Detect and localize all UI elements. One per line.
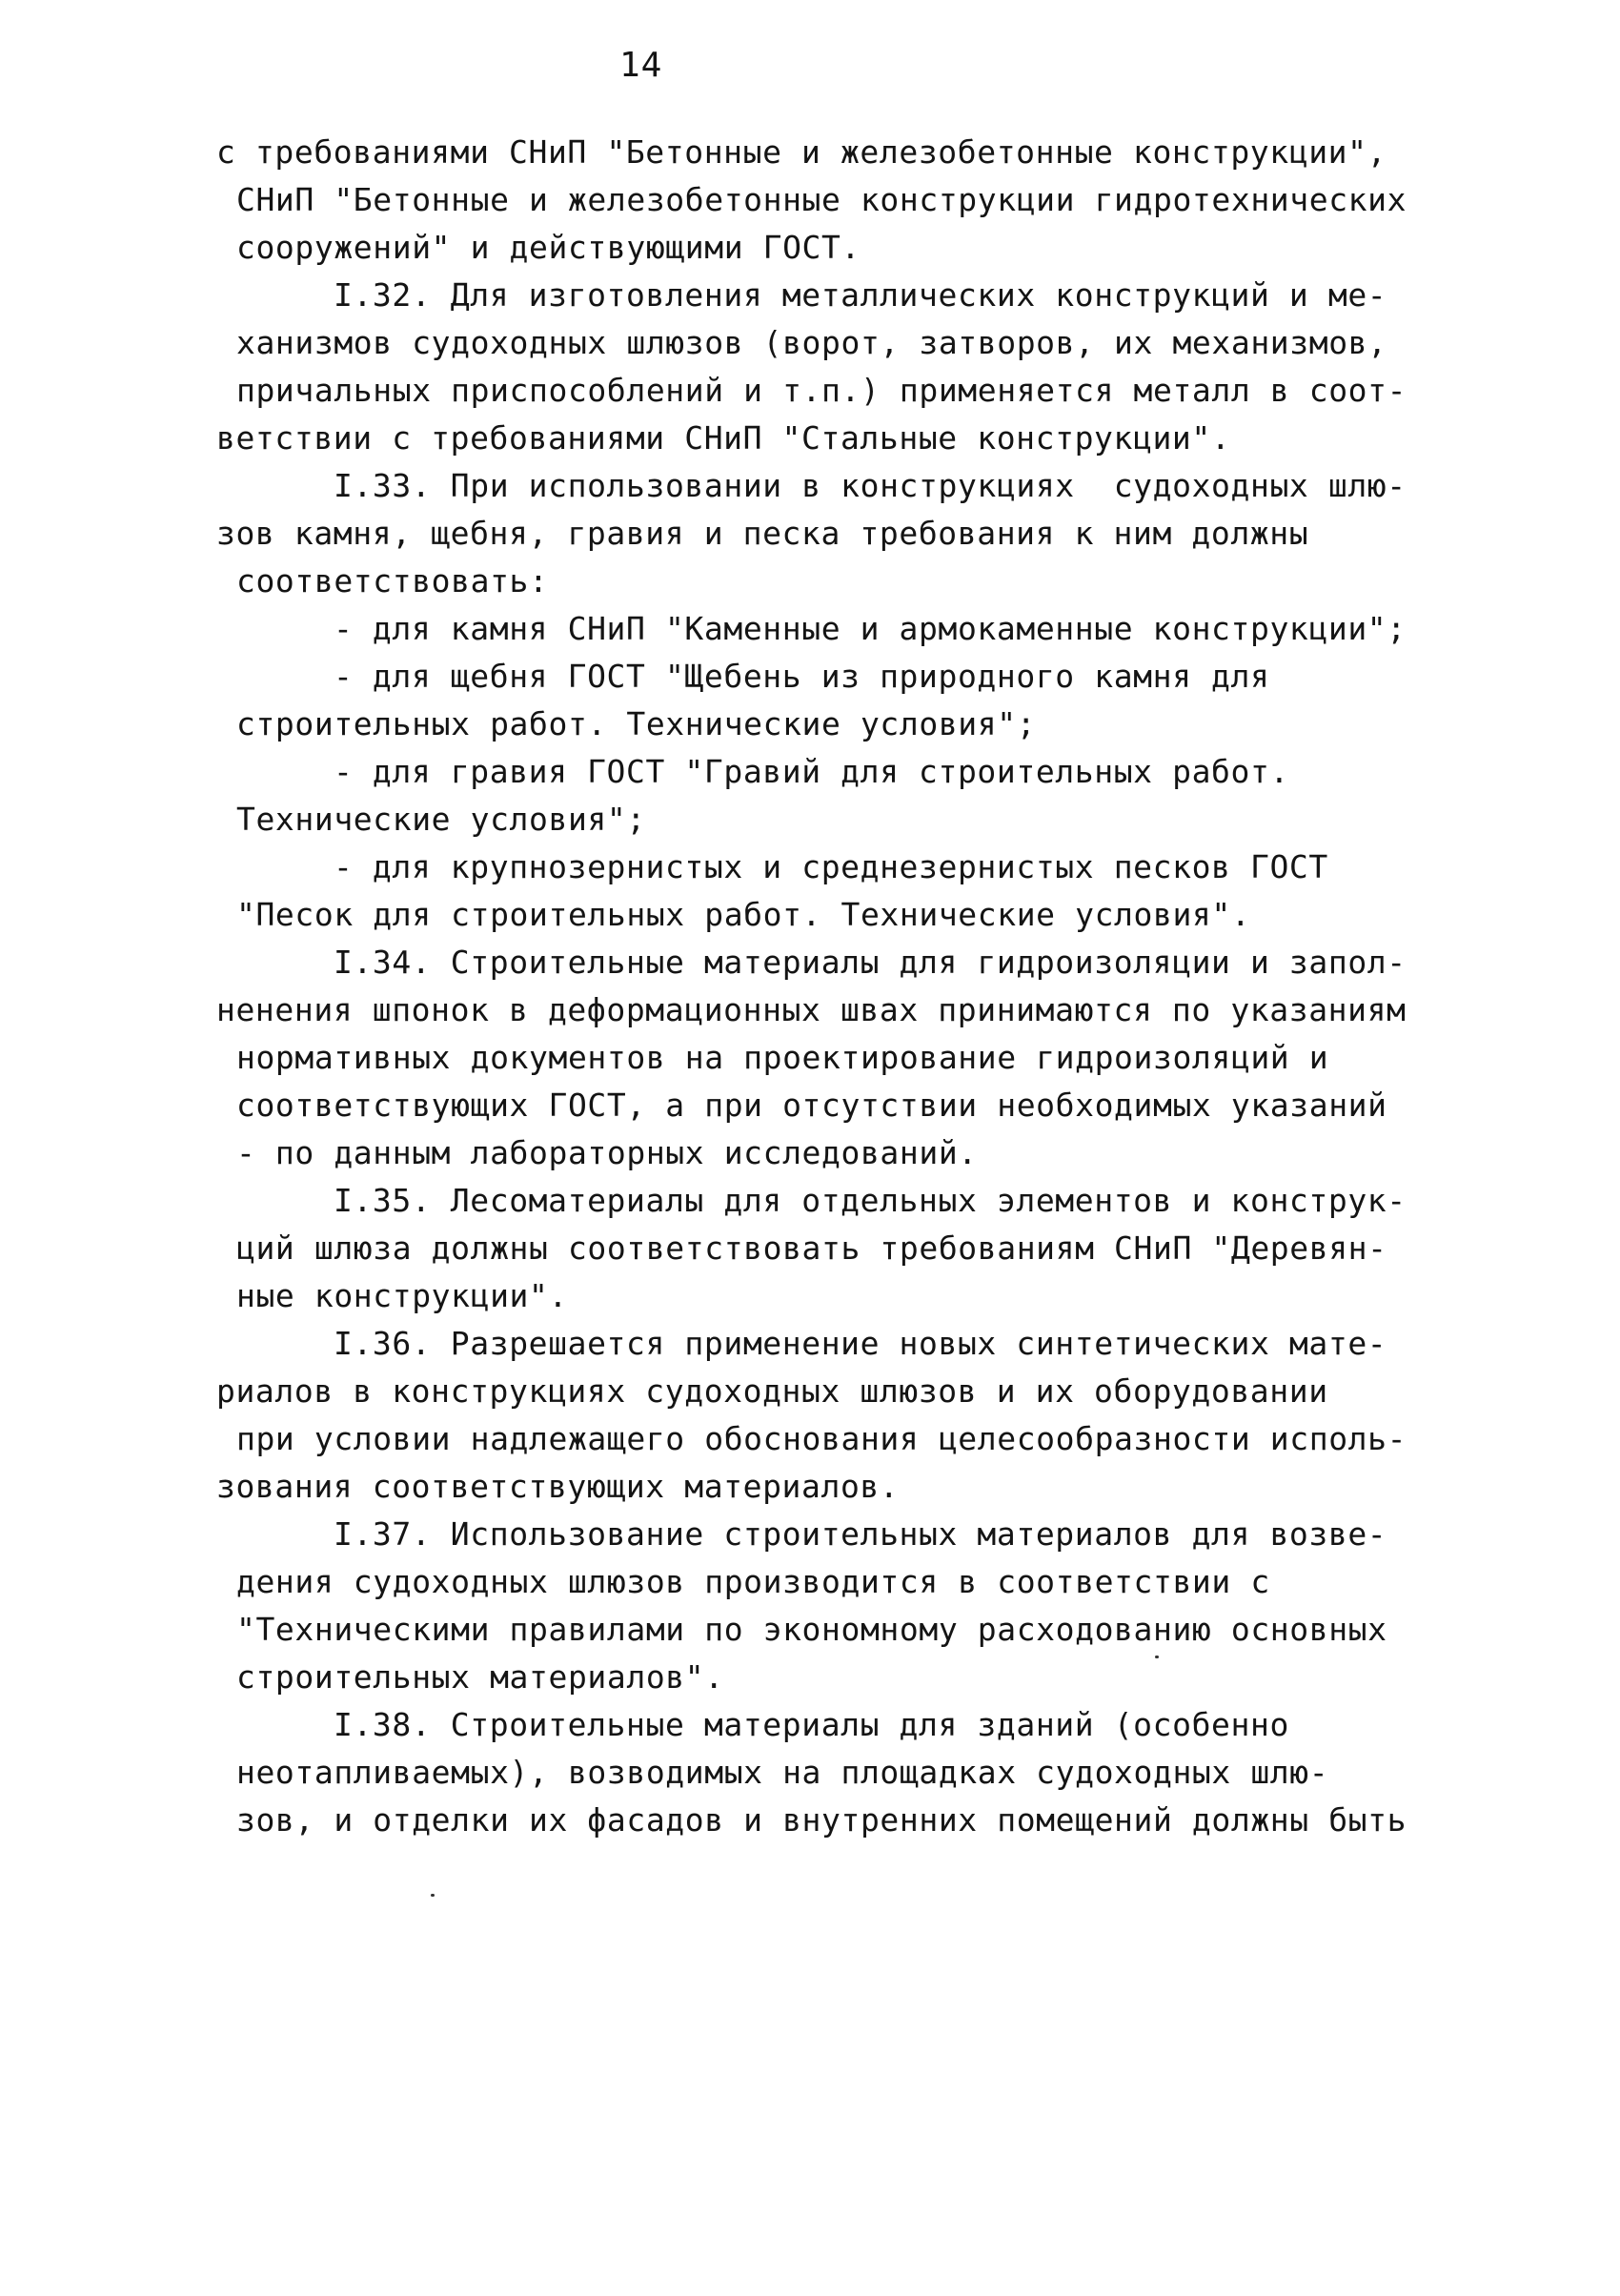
text-line: неотапливаемых), возводимых на площадках судоходных шлю- <box>236 1754 1329 1791</box>
text-line: риалов в конструкциях судоходных шлюзов и их оборудовании <box>216 1372 1328 1410</box>
list-item: - для щебня ГОСТ "Щебень из природного камня для <box>334 658 1270 695</box>
text-line: - по данным лабораторных исследований. <box>236 1134 978 1171</box>
text-line: причальных приспособлений и т.п.) применяется металл в соот- <box>236 372 1407 409</box>
text-line: ветствии с требованиями СНиП "Стальные конструкции". <box>216 419 1231 457</box>
paragraph-1-34: I.34. Строительные материалы для гидроизоляции и запол- <box>334 944 1407 981</box>
paragraph-1-35: I.35. Лесоматериалы для отдельных элементов и конструк- <box>334 1182 1407 1219</box>
text-line: нормативных документов на проектирование гидроизоляций и <box>236 1039 1329 1076</box>
text-line: сооружений" и действующими ГОСТ. <box>236 229 861 266</box>
text-line: зов камня, щебня, гравия и песка требования к ним должны <box>216 515 1309 552</box>
text-line: строительных материалов". <box>236 1658 724 1696</box>
text-line: зования соответствующих материалов. <box>216 1468 900 1505</box>
text-line: ные конструкции". <box>236 1277 568 1314</box>
list-item: - для камня СНиП "Каменные и армокаменные конструкции"; <box>334 610 1407 647</box>
text-line: "Песок для строительных работ. Технические условия". <box>236 896 1251 933</box>
text-line: СНиП "Бетонные и железобетонные конструкции гидротехнических <box>236 181 1407 218</box>
scan-speck <box>431 1894 435 1897</box>
paragraph-1-36: I.36. Разрешается применение новых синтетических мате- <box>334 1325 1387 1362</box>
text-line: "Техническими правилами по экономному расходованию основных <box>236 1611 1387 1648</box>
scan-speck <box>1155 1656 1159 1658</box>
text-line: при условии надлежащего обоснования целесообразности исполь- <box>236 1420 1407 1457</box>
text-line: соответствовать: <box>236 562 549 599</box>
text-line: соответствующих ГОСТ, а при отсутствии необходимых указаний <box>236 1087 1387 1124</box>
text-line: Технические условия"; <box>236 801 646 838</box>
text-line: зов, и отделки их фасадов и внутренних помещений должны быть <box>236 1801 1407 1839</box>
paragraph-1-32: I.32. Для изготовления металлических конструкций и ме- <box>334 276 1387 314</box>
paragraph-1-37: I.37. Использование строительных материалов для возве- <box>334 1515 1387 1553</box>
text-line: с требованиями СНиП "Бетонные и железобетонные конструкции", <box>216 133 1387 171</box>
page-number: 14 <box>619 46 663 85</box>
paragraph-1-38: I.38. Строительные материалы для зданий (особенно <box>334 1706 1289 1743</box>
text-line: ханизмов судоходных шлюзов (ворот, затворов, их механизмов, <box>236 324 1387 361</box>
paragraph-1-33: I.33. При использовании в конструкциях судоходных шлю- <box>334 467 1407 504</box>
list-item: - для крупнозернистых и среднезернистых песков ГОСТ <box>334 848 1328 885</box>
text-line: дения судоходных шлюзов производится в соответствии с <box>236 1563 1270 1600</box>
text-line: строительных работ. Технические условия"; <box>236 705 1037 742</box>
list-item: - для гравия ГОСТ "Гравий для строительных работ. <box>334 753 1289 790</box>
text-line: ций шлюза должны соответствовать требованиям СНиП "Деревян- <box>236 1229 1387 1267</box>
text-line: ненения шпонок в деформационных швах принимаются по указаниям <box>216 991 1407 1028</box>
